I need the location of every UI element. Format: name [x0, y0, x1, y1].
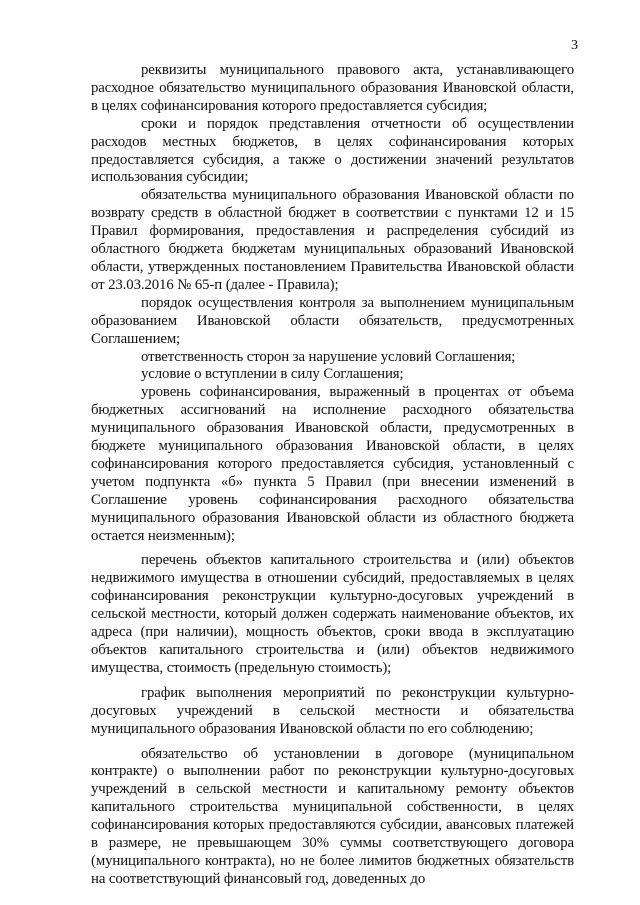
paragraph-cofinancing-level: уровень софинансирования, выраженный в процентах от объема бюджетных ассигнований на исполнение расходного обязательства муниципального образования Ивановской области, предусмотренных в бюджете муниципального образования Ивановской области, в целях софинансирования которого предоставляется субсидия, установленный с учетом подпункта «б» пункта 5 Правил (при внесении изменений в Соглашение уровень софинансирования расходного обязательства муниципального образования Ивановской области из областного бюджета остается неизменным);	[91, 384, 574, 544]
paragraph-control: порядок осуществления контроля за выполнением муниципальным образованием Ивановской области обязательств, предусмотренных Соглашением;	[91, 294, 574, 347]
paragraph-objects-list: перечень объектов капитального строительства и (или) объектов недвижимого имущества в отношении субсидий, предоставляемых в целях софинансирования реконструкции культурно-досуговых учреждений в сельской местности, который должен содержать наименование объектов, их адреса (при наличии), мощность объектов, сроки ввода в эксплуатацию объектов капитального строительства и (или) объектов недвижимого имущества, стоимость (предельную стоимость);	[91, 552, 574, 676]
paragraph-requisites: реквизиты муниципального правового акта, устанавливающего расходное обязательство муниципального образования Ивановской области, в целях софинансирования которого предоставляется субсидия;	[91, 62, 574, 114]
page-number: 3	[571, 38, 578, 53]
paragraph-schedule: график выполнения мероприятий по реконструкции культурно-досуговых учреждений в сельской местности и обязательства муниципального образования Ивановской области по его соблюдению;	[91, 684, 574, 737]
paragraph-entry-into-force: условие о вступлении в силу Соглашения;	[141, 366, 404, 383]
paragraph-responsibility: ответственность сторон за нарушение условий Соглашения;	[141, 348, 516, 365]
document-body	[91, 62, 574, 889]
paragraph-advance-payments: обязательство об установлении в договоре (муниципальном контракте) о выполнении работ по реконструкции культурно-досуговых учреждений в сельской местности и капитальному ремонту объектов капитального строительства муниципальной собственности, в целях софинансирования которых предоставляются субсидии, авансовых платежей в размере, не превышающем 30% суммы соответствующего договора (муниципального контракта), но не более лимитов бюджетных обязательств на соответствующий финансовый год, доведенных до	[91, 745, 574, 887]
paragraph-refund-obligations: обязательства муниципального образования Ивановской области по возврату средств в областной бюджет в соответствии с пунктами 12 и 15 Правил формирования, предоставления и распределения субсидий из областного бюджета бюджетам муниципальных образований Ивановской области, утвержденных постановлением Правительства Ивановской области от 23.03.2016 № 65-п (далее - Правила);	[91, 187, 574, 293]
paragraph-reporting: сроки и порядок представления отчетности об осуществлении расходов местных бюджетов, в целях софинансирования которых предоставляется субсидия, а также о достижении значений результатов использования субсидии;	[91, 115, 574, 186]
